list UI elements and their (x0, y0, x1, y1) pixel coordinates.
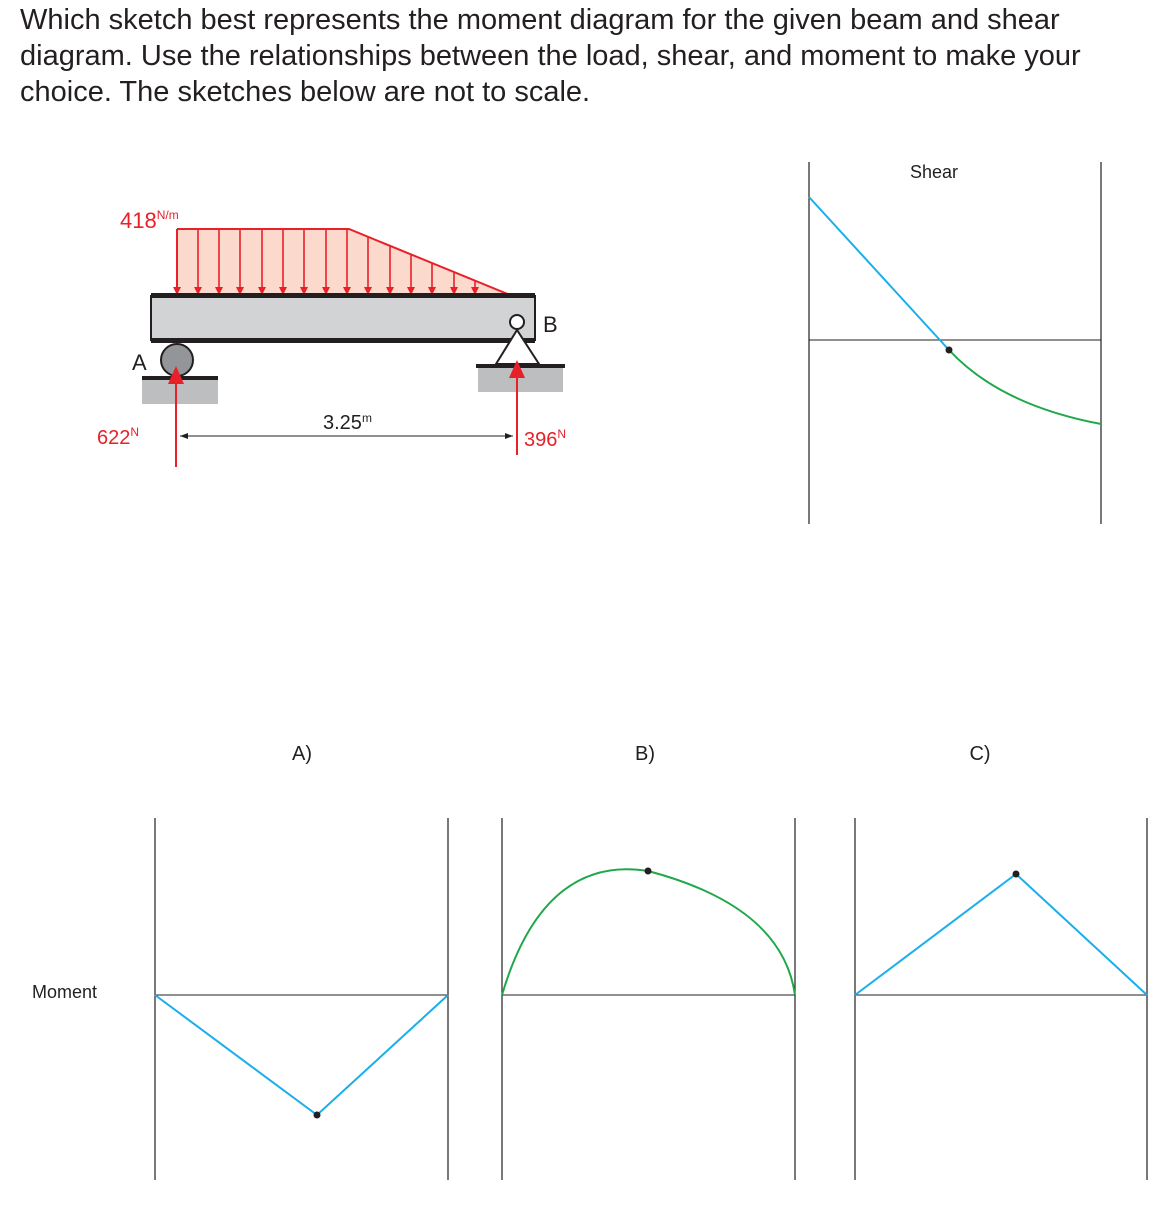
option-c-label: C) (969, 743, 991, 765)
shear-title: Shear (909, 162, 959, 182)
reaction-b-label: $396^N$ (524, 427, 567, 451)
shear-linear-segment (809, 197, 949, 350)
span-dimension (180, 411, 513, 436)
option-c-diagram[interactable] (855, 743, 1147, 1180)
span-label: 3.25$^m$ (323, 411, 372, 434)
option-a-label: A) (292, 743, 312, 765)
option-b-label: B) (635, 743, 655, 765)
option-a-moment-line (155, 995, 448, 1115)
option-c-peak-point (1013, 871, 1020, 878)
moment-label: Moment (32, 982, 98, 1002)
shear-diagram (809, 162, 1101, 524)
load-magnitude-label: $418^{N/m}$ (120, 208, 179, 233)
option-b-diagram[interactable] (502, 743, 795, 1180)
support-b-label: B (543, 312, 558, 337)
option-a-peak-point (314, 1112, 321, 1119)
option-a-diagram[interactable] (155, 743, 448, 1180)
option-b-falling-curve (648, 871, 795, 995)
shear-curved-segment (949, 350, 1101, 424)
option-c-moment-line (855, 874, 1147, 995)
question-text: Which sketch best represents the moment diagram for the given beam and shear diagram. Use the relationships between the load, shear, and moment to make your choice. The sketches below are not to scale. (20, 4, 1081, 108)
shear-transition-point (946, 347, 953, 354)
beam-diagram (97, 208, 566, 467)
option-b-rising-curve (502, 869, 648, 995)
option-b-peak-point (645, 868, 652, 875)
distributed-load (120, 208, 510, 295)
reaction-force-a (97, 366, 184, 467)
beam (151, 293, 535, 343)
support-a-label: A (132, 350, 147, 375)
reaction-a-label: $622^N$ (97, 425, 140, 449)
